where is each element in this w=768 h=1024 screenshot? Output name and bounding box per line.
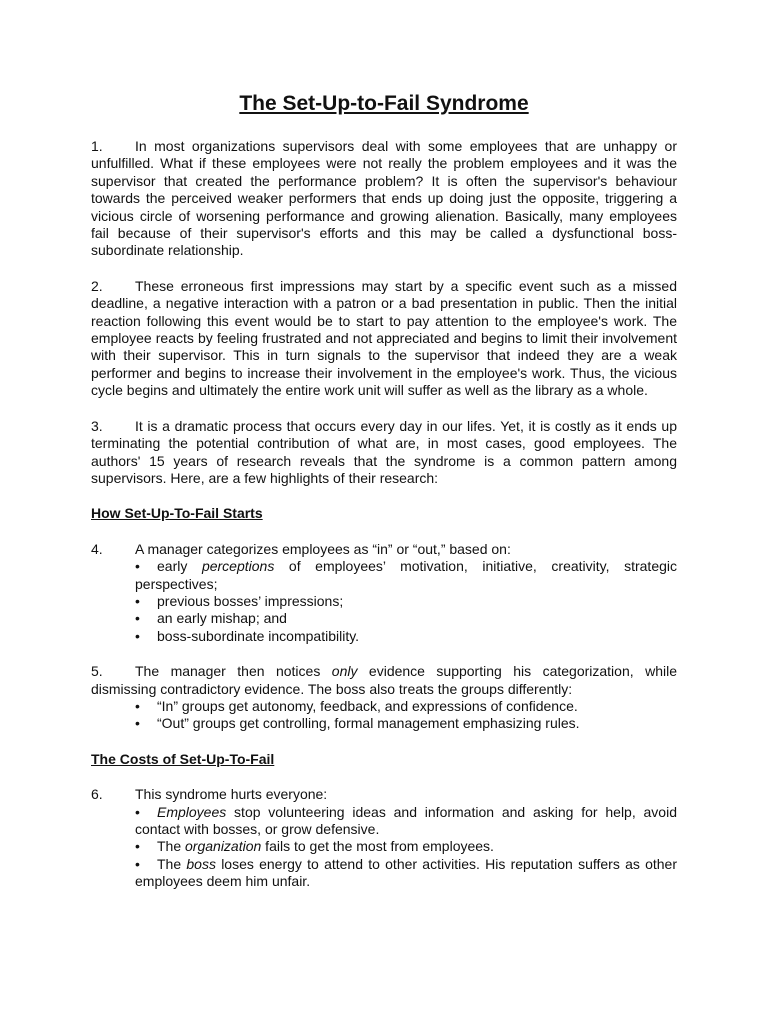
paragraph-1 [91, 138, 677, 260]
paragraph-text: In most organizations supervisors deal with some employees that are unhappy or unfulfilled. What if these employees were not really the problem employees and it was the supervisor that created the performance problem? It is often the supervisor's behaviour towards the perceived weaker performers that ends up doing just the opposite, triggering a vicious circle of worsening performance and growing alienation. Basically, many employees fail because of their supervisor's efforts and this may be called a dysfunctional boss-subordinate relationship. [91, 138, 677, 259]
paragraph-number: 4. [91, 540, 103, 557]
list-item: • early perceptions of employees’ motivation, initiative, creativity, strategic perspectives; [135, 558, 678, 592]
paragraph-number: 6. [91, 786, 103, 803]
paragraph-5: 5. The manager then notices only evidence supporting his categorization, while dismissing contradictory evidence. The boss also treats the groups differently: [91, 663, 677, 697]
list-item: • boss-subordinate incompatibility. [135, 627, 360, 644]
list-item: • Employees stop volunteering ideas and information and asking for help, avoid contact with bosses, or grow defensive. [135, 803, 677, 837]
paragraph-text: This syndrome hurts everyone: [135, 786, 328, 803]
list-item: • an early mishap; and [135, 610, 287, 627]
bullet-list-4 [91, 558, 677, 645]
bullet-icon: • [135, 627, 140, 644]
paragraph-text: A manager categorizes employees as “in” or “out,” based on: [135, 540, 511, 557]
bullet-icon: • [135, 592, 140, 609]
paragraph-6-lead [91, 786, 677, 803]
list-item: • The organization fails to get the most from employees. [135, 838, 494, 855]
section-heading-costs: The Costs of Set-Up-To-Fail [91, 750, 275, 767]
bullet-list-6 [91, 804, 677, 891]
paragraph-number: 2. [91, 277, 103, 294]
bullet-icon: • [135, 610, 140, 627]
bullet-icon: • [135, 697, 140, 714]
list-item: • The boss loses energy to attend to other activities. His reputation suffers as other employees deem him unfair. [135, 855, 678, 890]
list-item: • previous bosses’ impressions; [135, 592, 344, 609]
paragraph-text: It is a dramatic process that occurs every day in our lifes. Yet, it is costly as it ends up terminating the potential contribution of what are, in most cases, good employees. The authors' 15 years of research reveals that the syndrome is a common pattern among supervisors. Here, are a few highlights of their research: [91, 417, 677, 486]
bullet-icon: • [135, 838, 140, 855]
list-item: • “In” groups get autonomy, feedback, and expressions of confidence. [135, 697, 578, 714]
bullet-list-5 [91, 698, 677, 733]
paragraph-number: 3. [91, 417, 103, 434]
paragraph-text: These erroneous first impressions may start by a specific event such as a missed deadline, a negative interaction with a patron or a bad presentation in public. Then the initial reaction following this event would be to start to pay attention to the employee's work. The employee reacts by feeling frustrated and not appreciated and begins to limit their involvement with their supervisor. This in turn signals to the supervisor that indeed they are a weak performer and begins to increase their involvement in the employee's work. Thus, the vicious cycle begins and ultimately the entire work unit will suffer as well as the library as a whole. [91, 277, 677, 399]
paragraph-number: 1. [91, 138, 103, 154]
paragraph-4-lead [91, 541, 677, 558]
section-heading-starts: How Set-Up-To-Fail Starts [91, 505, 263, 522]
bullet-icon: • [135, 855, 140, 872]
bullet-icon: • [135, 715, 140, 732]
bullet-icon: • [135, 803, 140, 820]
paragraph-number: 5. [91, 663, 103, 680]
paragraph-3 [91, 418, 677, 488]
document-title: The Set-Up-to-Fail Syndrome [239, 92, 529, 115]
paragraph-2 [91, 278, 677, 400]
bullet-icon: • [135, 558, 140, 575]
list-item: • “Out” groups get controlling, formal management emphasizing rules. [135, 715, 580, 732]
